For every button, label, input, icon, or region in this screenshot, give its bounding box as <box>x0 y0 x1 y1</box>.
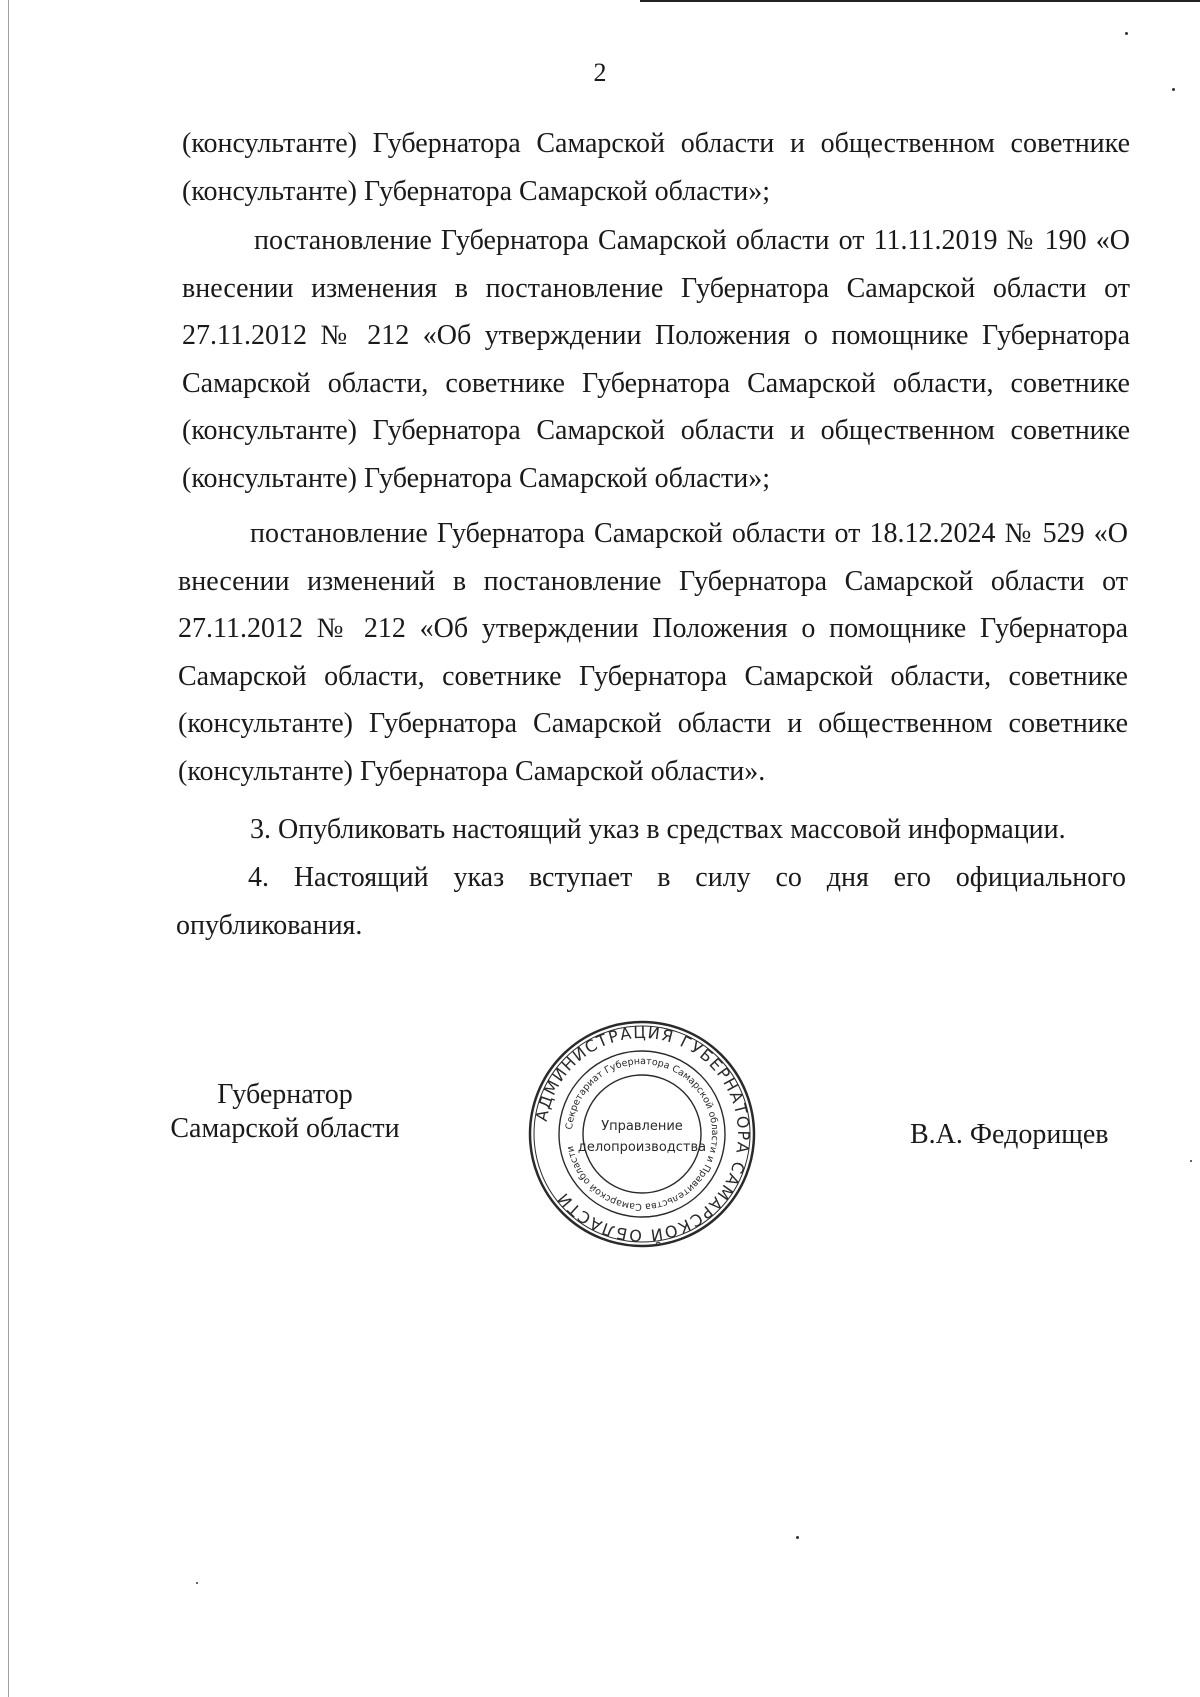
paragraph-item-3: 3. Опубликовать настоящий указ в средствах массовой информации. <box>250 814 1066 845</box>
official-stamp <box>526 1018 758 1250</box>
stamp-center-line2: делопроизводства <box>577 1140 707 1155</box>
page-number: 2 <box>593 58 607 87</box>
stamp-inner-text: Секретариат Губернатора Самарской области и Правительства Самарской области <box>564 1055 721 1213</box>
paragraph-decree-2024: постановление Губернатора Самарской области от 18.12.2024 № 529 «О внесении изменений в постановление Губернатора Самарской области от 27.11.2012 № 212 «Об утверждении Положения о помощнике Губернатора Самарской области, советнике Губернатора Самарской области, советнике (консультанте) Губернатора Самарской области и общественном советнике (консультанте) Губернатора Самарской области». <box>178 518 1128 787</box>
paragraph-item-4: 4. Настоящий указ вступает в силу со дня его официального опубликования. <box>176 862 1126 941</box>
signer-title: Губернатор <box>217 1079 353 1110</box>
stamp-outer-text: АДМИНИСТРАЦИЯ ГУБЕРНАТОРА САМАРСКОЙ ОБЛАСТИ <box>531 1022 754 1246</box>
signer-region: Самарской области <box>170 1113 400 1144</box>
scan-edge-top <box>640 0 1200 2</box>
signer-name: В.А. Федорищев <box>910 1119 1109 1150</box>
scan-edge-left <box>8 0 9 1697</box>
paragraph-decree-2019: постановление Губернатора Самарской области от 11.11.2019 № 190 «О внесении изменения в постановление Губернатора Самарской области от 27.11.2012 № 212 «Об утверждении Положения о помощнике Губернатора Самарской области, советнике Губернатора Самарской области, советнике (консультанте) Губернатора Самарской области и общественном советнике (консультанте) Губернатора Самарской области»; <box>182 225 1130 494</box>
signer-position <box>150 1078 420 1146</box>
stamp-center-line1: Управление <box>601 1119 683 1134</box>
paragraph-continuation: (консультанте) Губернатора Самарской области и общественном советнике (консультанте) Губернатора Самарской области»; <box>182 128 1130 207</box>
